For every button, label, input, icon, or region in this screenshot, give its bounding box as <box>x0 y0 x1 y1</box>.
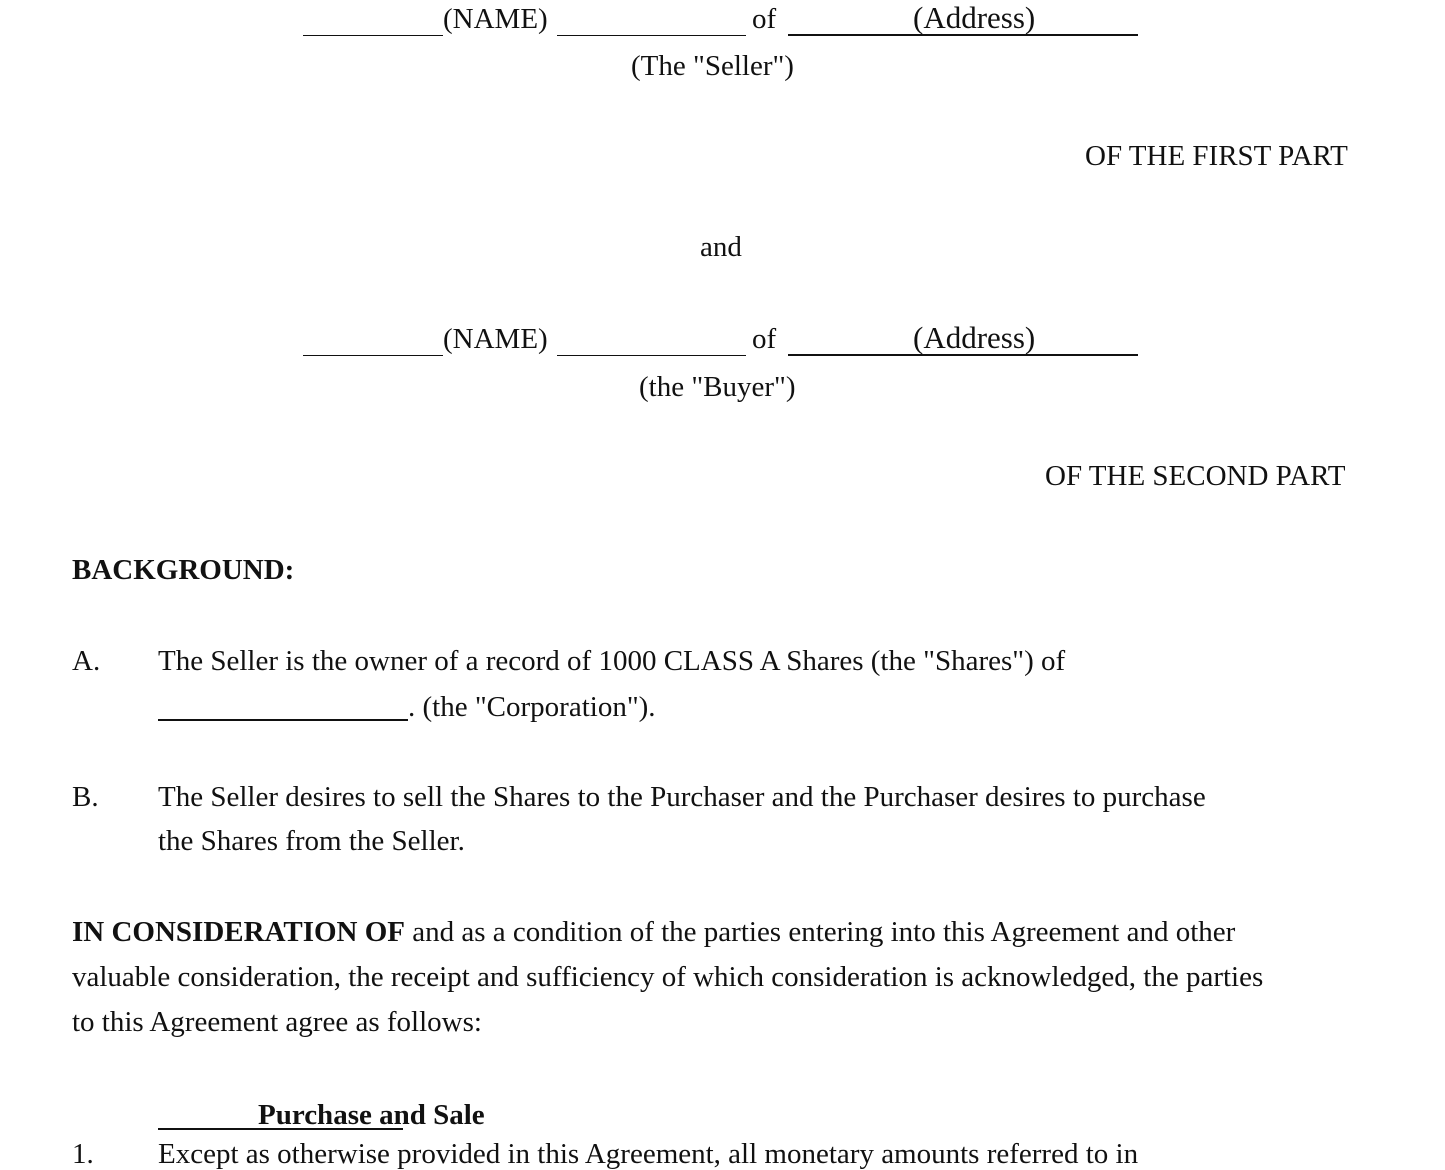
consideration-line3: to this Agreement agree as follows: <box>72 1006 482 1038</box>
seller-party-line <box>303 2 1138 42</box>
conjunction-and: and <box>700 231 742 263</box>
background-heading: BACKGROUND: <box>72 554 295 586</box>
seller-address-placeholder[interactable]: (Address) <box>913 0 1036 35</box>
buyer-designation: (the "Buyer") <box>639 371 796 403</box>
background-item-b-line1: The Seller desires to sell the Shares to the Purchaser and the Purchaser desires to purchase <box>158 781 1206 813</box>
consideration-lead: IN CONSIDERATION OF <box>72 916 406 948</box>
background-item-a-marker: A. <box>72 645 101 677</box>
clause-1-text: Except as otherwise provided in this Agreement, all monetary amounts referred to in <box>158 1138 1139 1170</box>
buyer-name-blank-right[interactable] <box>557 355 746 356</box>
clause-1-number: 1. <box>72 1138 94 1170</box>
background-item-b-marker: B. <box>72 781 99 813</box>
background-item-a-line1: The Seller is the owner of a record of 1000 CLASS A Shares (the "Shares") of <box>158 645 1066 677</box>
consideration-line1 <box>72 918 1235 947</box>
buyer-name-placeholder[interactable]: (NAME) <box>443 323 548 355</box>
background-item-a-line2: . (the "Corporation"). <box>408 691 656 723</box>
buyer-address-placeholder[interactable]: (Address) <box>913 320 1036 355</box>
consideration-line2: valuable consideration, the receipt and sufficiency of which consideration is acknowledged, the parties <box>72 961 1264 993</box>
section-heading: Purchase and Sale <box>258 1099 485 1131</box>
first-part-label: OF THE FIRST PART <box>1085 140 1348 172</box>
seller-of-label: of <box>752 3 777 35</box>
seller-name-placeholder[interactable]: (NAME) <box>443 3 548 35</box>
corporation-name-blank[interactable] <box>158 719 408 721</box>
background-item-b-line2: the Shares from the Seller. <box>158 825 465 857</box>
seller-name-blank-right[interactable] <box>557 35 746 36</box>
seller-designation: (The "Seller") <box>631 50 794 82</box>
buyer-of-label: of <box>752 323 777 355</box>
consideration-line1-rest: and as a condition of the parties entering into this Agreement and other <box>405 916 1236 948</box>
buyer-party-line <box>303 322 1138 362</box>
seller-name-blank-left[interactable] <box>303 35 443 36</box>
buyer-name-blank-left[interactable] <box>303 355 443 356</box>
second-part-label: OF THE SECOND PART <box>1045 460 1346 492</box>
